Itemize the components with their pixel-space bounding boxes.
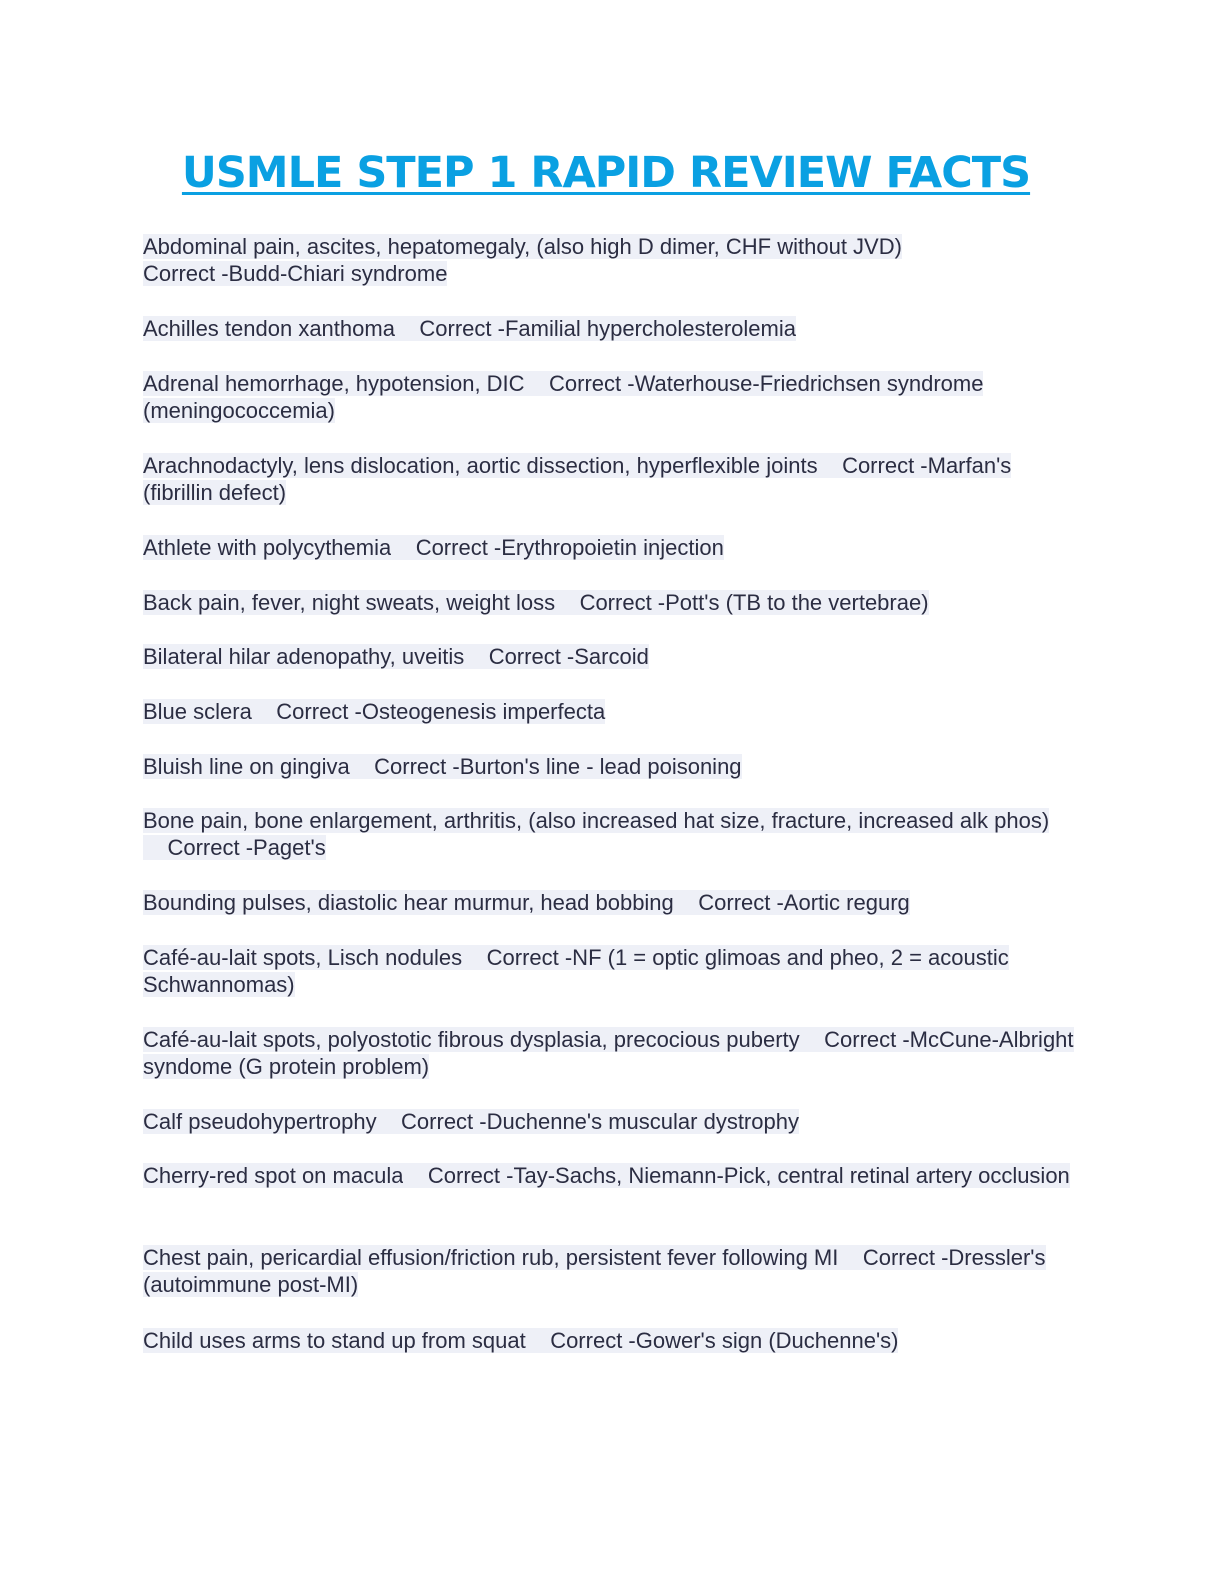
fact-clue: Bounding pulses, diastolic hear murmur, head bobbing bbox=[143, 890, 674, 915]
fact-separator bbox=[674, 890, 698, 915]
fact-entry bbox=[143, 1244, 1083, 1298]
fact-entry bbox=[143, 889, 1083, 916]
fact-entry bbox=[143, 589, 1083, 616]
fact-answer: Correct -Budd-Chiari syndrome bbox=[143, 261, 448, 286]
fact-separator bbox=[555, 590, 579, 615]
fact-entry bbox=[143, 233, 1083, 287]
fact-answer: Correct -Familial hypercholesterolemia bbox=[419, 316, 796, 341]
fact-separator bbox=[143, 835, 167, 860]
fact-clue: Child uses arms to stand up from squat bbox=[143, 1328, 526, 1353]
fact-separator bbox=[403, 1163, 427, 1188]
fact-separator bbox=[391, 535, 415, 560]
fact-separator bbox=[526, 1328, 550, 1353]
fact-clue: Back pain, fever, night sweats, weight loss bbox=[143, 590, 556, 615]
fact-clue: Café-au-lait spots, polyostotic fibrous dysplasia, precocious puberty bbox=[143, 1027, 800, 1052]
fact-separator bbox=[818, 453, 842, 478]
fact-clue: Bluish line on gingiva bbox=[143, 754, 350, 779]
fact-entry bbox=[143, 315, 1083, 342]
fact-entry bbox=[143, 370, 1083, 424]
fact-separator bbox=[464, 644, 488, 669]
fact-entry bbox=[143, 807, 1083, 861]
fact-separator bbox=[838, 1245, 862, 1270]
fact-clue: Chest pain, pericardial effusion/friction rub, persistent fever following MI bbox=[143, 1245, 839, 1270]
fact-answer: Correct -Aortic regurg bbox=[698, 890, 910, 915]
fact-entry bbox=[143, 643, 1083, 670]
fact-entry bbox=[143, 698, 1083, 725]
fact-clue: Bilateral hilar adenopathy, uveitis bbox=[143, 644, 465, 669]
fact-separator bbox=[525, 371, 549, 396]
fact-clue: Abdominal pain, ascites, hepatomegaly, (also high D dimer, CHF without JVD) bbox=[143, 234, 902, 259]
fact-separator bbox=[252, 699, 276, 724]
fact-clue: Achilles tendon xanthoma bbox=[143, 316, 395, 341]
fact-answer: Correct -Marfan's (fibrillin defect) bbox=[143, 453, 1012, 505]
fact-answer: Correct -Paget's bbox=[167, 835, 326, 860]
fact-separator bbox=[350, 754, 374, 779]
fact-separator bbox=[395, 316, 419, 341]
fact-entry bbox=[143, 1162, 1083, 1189]
fact-clue: Cherry-red spot on macula bbox=[143, 1163, 404, 1188]
fact-clue: Bone pain, bone enlargement, arthritis, (also increased hat size, fracture, increased alk phos) bbox=[143, 808, 1050, 833]
fact-answer: Correct -Tay-Sachs, Niemann-Pick, central retinal artery occlusion bbox=[427, 1163, 1070, 1188]
fact-answer: Correct -Dressler's (autoimmune post-MI) bbox=[143, 1245, 1046, 1297]
fact-entry bbox=[143, 944, 1083, 998]
fact-entry bbox=[143, 1108, 1083, 1135]
fact-answer: Correct -Waterhouse-Friedrichsen syndrome (meningococcemia) bbox=[143, 371, 984, 423]
fact-answer: Correct -Sarcoid bbox=[488, 644, 649, 669]
fact-clue: Arachnodactyly, lens dislocation, aortic dissection, hyperflexible joints bbox=[143, 453, 818, 478]
fact-entry bbox=[143, 1026, 1083, 1080]
fact-clue: Calf pseudohypertrophy bbox=[143, 1109, 377, 1134]
fact-entry bbox=[143, 753, 1083, 780]
fact-answer: Correct -Osteogenesis imperfecta bbox=[276, 699, 606, 724]
fact-answer: Correct -Pott's (TB to the vertebrae) bbox=[579, 590, 929, 615]
page-title-text: USMLE STEP 1 RAPID REVIEW FACTS bbox=[181, 148, 1031, 198]
fact-separator bbox=[800, 1027, 824, 1052]
fact-clue: Blue sclera bbox=[143, 699, 252, 724]
fact-answer: Correct -Burton's line - lead poisoning bbox=[374, 754, 742, 779]
fact-answer: Correct -Duchenne's muscular dystrophy bbox=[401, 1109, 799, 1134]
fact-clue: Adrenal hemorrhage, hypotension, DIC bbox=[143, 371, 525, 396]
fact-answer: Correct -NF (1 = optic glimoas and pheo, 2 = acoustic Schwannomas) bbox=[143, 945, 1009, 997]
fact-answer: Correct -Gower's sign (Duchenne's) bbox=[550, 1328, 899, 1353]
fact-entry bbox=[143, 534, 1083, 561]
fact-entry bbox=[143, 1327, 1083, 1354]
fact-clue: Café-au-lait spots, Lisch nodules bbox=[143, 945, 463, 970]
fact-separator bbox=[462, 945, 486, 970]
fact-clue: Athlete with polycythemia bbox=[143, 535, 392, 560]
fact-entry bbox=[143, 452, 1083, 506]
fact-answer: Correct -McCune-Albright syndome (G protein problem) bbox=[143, 1027, 1074, 1079]
fact-answer: Correct -Erythropoietin injection bbox=[415, 535, 724, 560]
fact-separator bbox=[377, 1109, 401, 1134]
page-title bbox=[0, 148, 1212, 198]
